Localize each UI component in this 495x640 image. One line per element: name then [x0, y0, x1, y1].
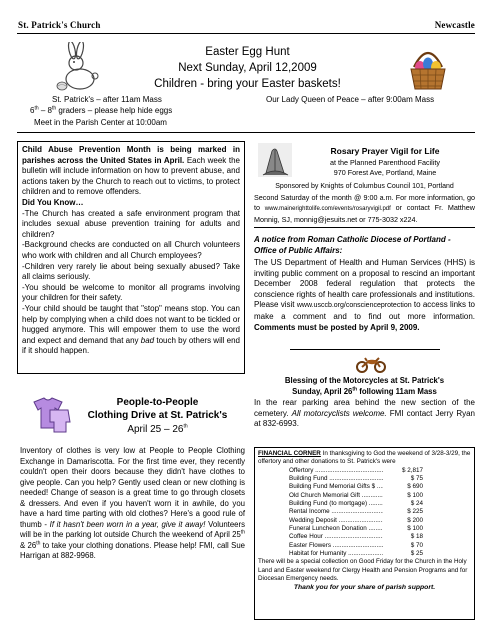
child-abuse-point-4: -You should be welcome to monitor all programs involving your children for their safety. [22, 282, 240, 303]
child-abuse-point-3: -Children very rarely lie about being sexually abused? Take all claims seriously. [22, 261, 240, 282]
financial-row-label: Funeral Luncheon Donation ..... [289, 525, 383, 533]
rosary-vigil-location: at the Planned Parenthood Facility [330, 158, 440, 167]
financial-row-amount: $ 75 [410, 474, 423, 482]
financial-row-label: Building Fund ..... [289, 475, 383, 483]
financial-row [289, 475, 423, 483]
clothing-drive-title: People-to-People [116, 397, 199, 408]
easter-queen-of-peace-time: Our Lady Queen of Peace – after 9:00am Mass [266, 95, 435, 104]
financial-row-label: Easter Flowers ..... [289, 542, 383, 550]
financial-row [289, 550, 423, 558]
financial-row [289, 525, 423, 533]
financial-row-amount: $ 225 [407, 508, 423, 516]
financial-row-label: Old Church Memorial Gift ..... [289, 492, 383, 500]
diocese-notice-title: A notice from Roman Catholic Diocese of Portland - Office of Public Affairs: [254, 235, 451, 255]
diocese-notice-body: The US Department of Health and Human Services (HHS) is inviting public comment on a proposal to rescind an important December 2008 federal regulation that protects the conscience rights of health care professionals and institutions. Please visit www.usccb.org/conscienceprotection to access links to make a comment and to find out more information. Comments must be posted by April 9, 2009. [254, 258, 476, 332]
clothing-icon [30, 396, 72, 434]
comment-deadline: Comments must be posted by April 9, 2009. [254, 322, 420, 332]
motorcycle-blessing-body: In the rear parking area behind the new section of the cemetery. All motorcyclists welcome. FMI contact Jerry Ryan at 832-6993. [254, 398, 475, 429]
financial-row-label: Coffee Hour ..... [289, 533, 383, 541]
financial-row-label: Offertory ..... [289, 467, 383, 475]
child-abuse-lead: Child Abuse Prevention Month is being marked in parishes across the United States in April. [22, 145, 240, 165]
easter-basket-icon [406, 43, 450, 93]
clothing-drive-subtitle: Clothing Drive at St. Patrick's [87, 410, 228, 421]
rosary-vigil-title: Rosary Prayer Vigil for Life [330, 146, 440, 156]
motorcycle-blessing-date: Sunday, April 26th following 11am Mass [292, 386, 437, 396]
financial-row-label: Rental Income ..... [289, 508, 383, 516]
financial-special-collection: There will be a special collection on Good Friday for the Church in the Holy Land and Easter weekend for Clergy Health and Pension Programs and for Diocesan Emergency needs. [258, 558, 468, 582]
financial-row-amount: $ 25 [410, 550, 423, 558]
financial-corner-box [254, 447, 475, 620]
child-abuse-point-2: -Background checks are conducted on all Church volunteers who work with children and all Church employees? [22, 240, 240, 260]
financial-row-amount: $ 2,817 [401, 466, 423, 474]
praying-hands-icon [258, 143, 292, 177]
rosary-vigil-address: 970 Forest Ave, Portland, Maine [333, 168, 437, 177]
child-abuse-intro: Each week the bulletin will include information on how to prevent abuse, and actions taken by the Church to reach out to victims, to protect children and to remove offenders. [22, 155, 240, 197]
child-abuse-point-5: -Your child should be taught that "stop" means stop. You can help by complying when a child does not want to be tickled or hugged anymore. This will empower them to use the word and expect and demand that any bad touch by others will end if it should happen. [22, 303, 240, 356]
financial-row-amount: $ 70 [410, 541, 423, 549]
easter-egg-hunt-title: Easter Egg Hunt [205, 46, 290, 58]
financial-row [289, 508, 423, 516]
clothing-drive-dates: April 25 – 26th [127, 423, 188, 435]
financial-row-label: Wedding Deposit ..... [289, 517, 383, 525]
financial-row-amount: $ 690 [407, 483, 423, 491]
motorcycle-icon [356, 355, 386, 373]
financial-row-label: Building Fund (to mortgage) ..... [289, 500, 383, 508]
financial-row [289, 517, 423, 525]
financial-row-amount: $ 100 [407, 525, 423, 532]
did-you-know-heading: Did You Know… [22, 197, 84, 207]
easter-egg-hunt-subtitle: Children - bring your Easter baskets! [154, 78, 341, 90]
section-divider [17, 132, 475, 133]
financial-row-label: Building Fund Memorial Gifts $ ..... [289, 483, 383, 491]
financial-row [289, 467, 423, 475]
easter-egg-hunt-date: Next Sunday, April 12,2009 [178, 62, 317, 74]
financial-row [289, 542, 423, 550]
financial-thanks: Thank you for your share of parish support. [293, 584, 436, 592]
financial-row [289, 533, 423, 541]
rosary-vigil-body: Second Saturday of the month @ 9:00 a.m. For more information, go to www.mainerighttolife.com/events/rosaryvigil.pdf or contact Fr. Matthew Monnig, SJ, monnig@jesuits.net or 775-3032 x224. [254, 193, 475, 224]
financial-row-amount: $ 18 [410, 533, 423, 541]
rosary-divider [254, 227, 475, 228]
financial-intro: FINANCIAL CORNER In thanksgiving to God the weekend of 3/28-3/29, the offertory and other donations to St. Patrick's were [258, 450, 471, 466]
clothing-drive-body: Inventory of clothes is very low at People to People Clothing Exchange in Damariscotta. For the first time ever, they recently couldn't open their doors because they didn't have clothes to give people. Can you help? Gently used clean or new clothing is needed! Change of season is a great time to go through closets & dressers. And even if you haven't worn it in awhile, do you have a hard time parting with old clothes? Here's a good rule of thumb - If it hasn't been worn in a year, give it away! Volunteers will be in the parking lot outside Church the weekend of April 25th & 26th to take your clothing donations. Please help! FMI, call Sue Harrigan at 882-9968. [20, 446, 246, 560]
notice-divider [290, 349, 440, 350]
financial-row-amount: $ 100 [407, 491, 423, 499]
header-rule [17, 33, 475, 34]
financial-row [289, 492, 423, 500]
child-abuse-prevention-box [17, 141, 245, 374]
easter-graders-note: 6th – 8th graders – please help hide eggs [30, 105, 173, 115]
financial-row-amount: $ 200 [407, 516, 423, 524]
town-name: Newcastle [434, 20, 475, 30]
rosary-vigil-sponsor: Sponsored by Knights of Columbus Council 101, Portland [275, 183, 454, 190]
child-abuse-point-1: -The Church has created a safe environment program that includes sexual abuse prevention training for adults and children? [22, 208, 240, 239]
financial-row-label: Habitat for Humanity ..... [289, 550, 383, 558]
easter-st-patricks-time: St. Patrick's – after 11am Mass [52, 95, 162, 104]
church-name: St. Patrick's Church [18, 20, 101, 30]
financial-table [258, 467, 471, 559]
financial-row [289, 500, 423, 508]
usccb-link[interactable]: www.usccb.org/conscienceprotection [296, 302, 412, 310]
rosary-vigil-link[interactable]: www.mainerighttolife.com/events/rosaryvigil.pdf [264, 205, 391, 212]
motorcycle-blessing-title: Blessing of the Motorcycles at St. Patrick's [284, 376, 445, 385]
financial-row [289, 483, 423, 491]
easter-meeting-place: Meet in the Parish Center at 10:00am [34, 118, 167, 127]
financial-row-amount: $ 24 [410, 499, 423, 507]
